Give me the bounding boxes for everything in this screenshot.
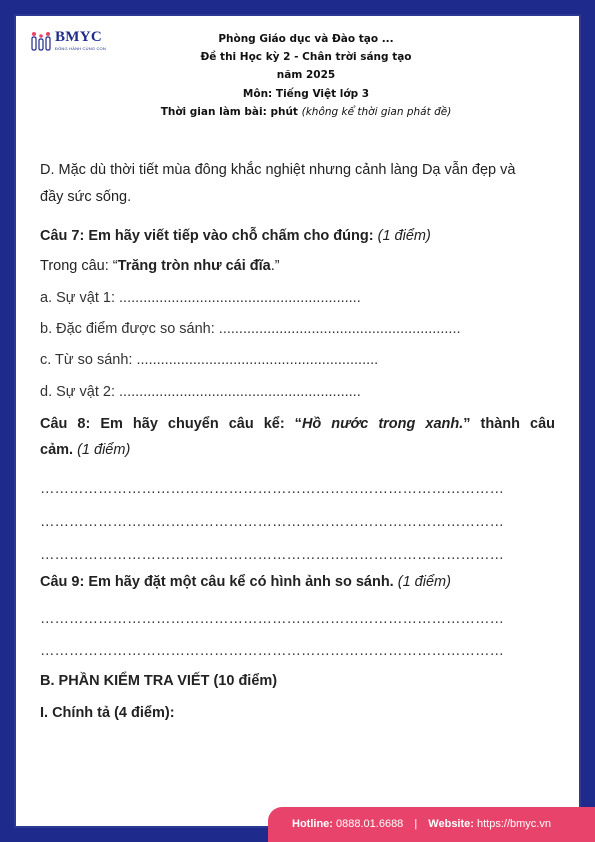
question-8-points: (1 điểm) <box>77 442 131 458</box>
family-figures-icon <box>31 31 55 51</box>
question-9-title: Câu 9: Em hãy đặt một câu kể có hình ảnh so sánh. (1 điểm) <box>40 574 451 590</box>
website-link[interactable]: https://bmyc.vn <box>477 818 551 830</box>
option-d-line-1: D. Mặc dù thời tiết mùa đông khắc nghiệt nhưng cảnh làng Dạ vẫn đẹp và <box>40 162 516 178</box>
spelling-section-heading: I. Chính tả (4 điểm): <box>40 705 175 721</box>
question-7-points: (1 điểm) <box>377 228 431 244</box>
question-7-sentence: Trong câu: “Trăng tròn như cái đĩa.” <box>40 258 280 274</box>
logo-tagline: ĐỒNG HÀNH CÙNG CON <box>55 46 106 51</box>
exam-duration-note: (không kể thời gian phát đề) <box>301 105 452 118</box>
header-line-2: Đề thi Học kỳ 2 - Chân trời sáng tạo <box>200 51 412 64</box>
logo-brand: BMYC <box>55 29 103 45</box>
footer-separator: | <box>414 818 418 830</box>
question-8-quote: Hồ nước trong xanh. <box>301 416 464 432</box>
header-line-5 <box>116 103 496 121</box>
question-8-title-line-1: Câu 8: Em hãy chuyển câu kể: “Hồ nước trong xanh.” thành câu <box>40 416 555 432</box>
question-7-item-b: b. Đặc điểm được so sánh: ............................................................ <box>40 321 461 337</box>
answer-line: …………………………………………………………………………………… <box>40 481 504 497</box>
contact-footer <box>268 807 595 842</box>
bmyc-logo <box>31 29 126 59</box>
part-b-heading: B. PHẦN KIỂM TRA VIẾT (10 điểm) <box>40 673 278 689</box>
hotline-number[interactable]: 0888.01.6688 <box>336 818 404 830</box>
answer-line: …………………………………………………………………………………… <box>40 547 504 563</box>
header-line-4: Môn: Tiếng Việt lớp 3 <box>242 87 370 100</box>
question-7-item-d: d. Sự vật 2: ............................................................ <box>40 384 361 400</box>
question-9-points: (1 điểm) <box>397 574 451 590</box>
answer-line: …………………………………………………………………………………… <box>40 611 504 627</box>
header-line-1: Phòng Giáo dục và Đào tạo ... <box>218 33 394 45</box>
answer-line: …………………………………………………………………………………… <box>40 643 504 659</box>
question-7-item-c: c. Từ so sánh: ............................................................ <box>40 352 379 368</box>
exam-duration: Thời gian làm bài: phút <box>160 105 298 118</box>
question-7-item-a: a. Sự vật 1: ............................................................ <box>40 290 361 306</box>
quoted-sentence: Trăng tròn như cái đĩa <box>117 258 271 274</box>
hotline-label: Hotline: <box>292 818 333 830</box>
question-8-title-line-2: cảm. (1 điểm) <box>40 442 131 458</box>
option-d-line-2: đầy sức sống. <box>40 189 132 205</box>
answer-line: …………………………………………………………………………………… <box>40 514 504 530</box>
question-7-title: Câu 7: Em hãy viết tiếp vào chỗ chấm cho đúng: (1 điểm) <box>40 228 431 244</box>
document-page <box>14 14 581 828</box>
exam-header <box>116 30 496 121</box>
website-label: Website: <box>428 818 474 830</box>
header-line-3: năm 2025 <box>276 69 336 82</box>
